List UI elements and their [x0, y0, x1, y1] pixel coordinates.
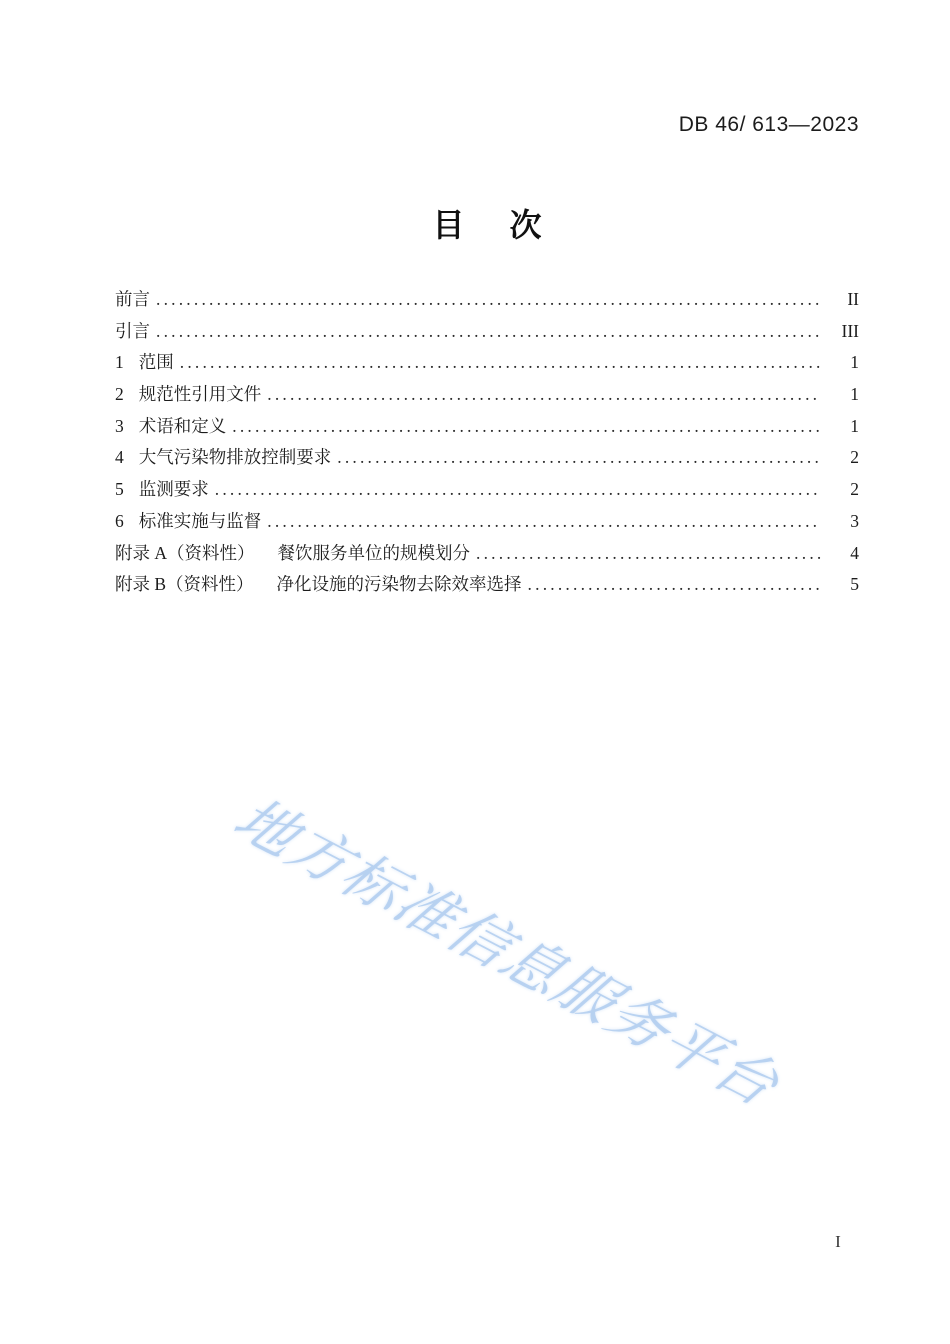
toc-entry-page-number: III [841, 320, 859, 341]
standard-code: DB 46/ 613—2023 [678, 113, 859, 136]
toc-entry [115, 411, 859, 443]
toc-entry-page-number: 4 [850, 542, 859, 563]
toc-entry [115, 347, 859, 379]
dot-leader [156, 284, 821, 316]
toc-entry [115, 316, 859, 348]
toc-entry-page-number: 1 [850, 352, 859, 373]
dot-leader [337, 442, 821, 474]
toc-entry-prefix: 3 [115, 415, 124, 436]
toc-entry-page-number: II [847, 289, 859, 309]
toc-entry-title: 规范性引用文件 [138, 384, 262, 405]
toc-entry-title: 监测要求 [138, 479, 209, 500]
toc-entry-prefix: 附录 A（资料性） [115, 542, 255, 563]
toc-entry-prefix: 1 [115, 352, 124, 373]
dot-leader [267, 506, 821, 538]
toc-entry-title: 大气污染物排放控制要求 [138, 447, 332, 468]
toc-entry [115, 474, 859, 506]
toc-entry-page-number: 2 [850, 479, 859, 500]
toc-entry [115, 379, 859, 411]
toc-entry-appendix-b [115, 569, 859, 601]
toc-entry-title: 范围 [138, 352, 174, 373]
dot-leader [528, 569, 821, 601]
toc-entry-prefix: 6 [115, 510, 124, 531]
toc-entry-page-number: 1 [850, 415, 859, 436]
dot-leader [267, 379, 821, 411]
toc-entry [115, 442, 859, 474]
toc-entry-appendix-a [115, 538, 859, 570]
dot-leader [476, 538, 821, 570]
page-title: 目 次 [432, 207, 542, 243]
toc-entry-title: 餐饮服务单位的规模划分 [277, 542, 471, 563]
toc-entry-prefix: 5 [115, 479, 124, 500]
toc-entry-page-number: 3 [850, 510, 859, 531]
diagonal-watermark: 地方标准信息服务平台 [221, 787, 792, 1118]
toc-entry-title: 术语和定义 [138, 415, 227, 436]
toc-entry-prefix: 4 [115, 447, 124, 468]
toc-entry-prefix: 2 [115, 384, 124, 405]
toc-entry-title: 引言 [115, 320, 150, 341]
toc-entry-title: 标准实施与监督 [138, 510, 262, 531]
toc-entry-page-number: 5 [850, 574, 859, 595]
toc-entry-title: 前言 [115, 289, 150, 309]
toc-entry [115, 506, 859, 538]
dot-leader [180, 347, 821, 379]
footer-page-number: I [835, 1232, 841, 1251]
dot-leader [215, 474, 821, 506]
toc-entry-page-number: 2 [850, 447, 859, 468]
toc-entry-page-number: 1 [850, 384, 859, 405]
toc-entry [115, 284, 859, 316]
toc-entry-title: 净化设施的污染物去除效率选择 [276, 574, 522, 595]
table-of-contents [115, 284, 859, 601]
toc-entry-prefix: 附录 B（资料性） [115, 574, 254, 595]
dot-leader [232, 411, 821, 443]
dot-leader [156, 316, 821, 348]
